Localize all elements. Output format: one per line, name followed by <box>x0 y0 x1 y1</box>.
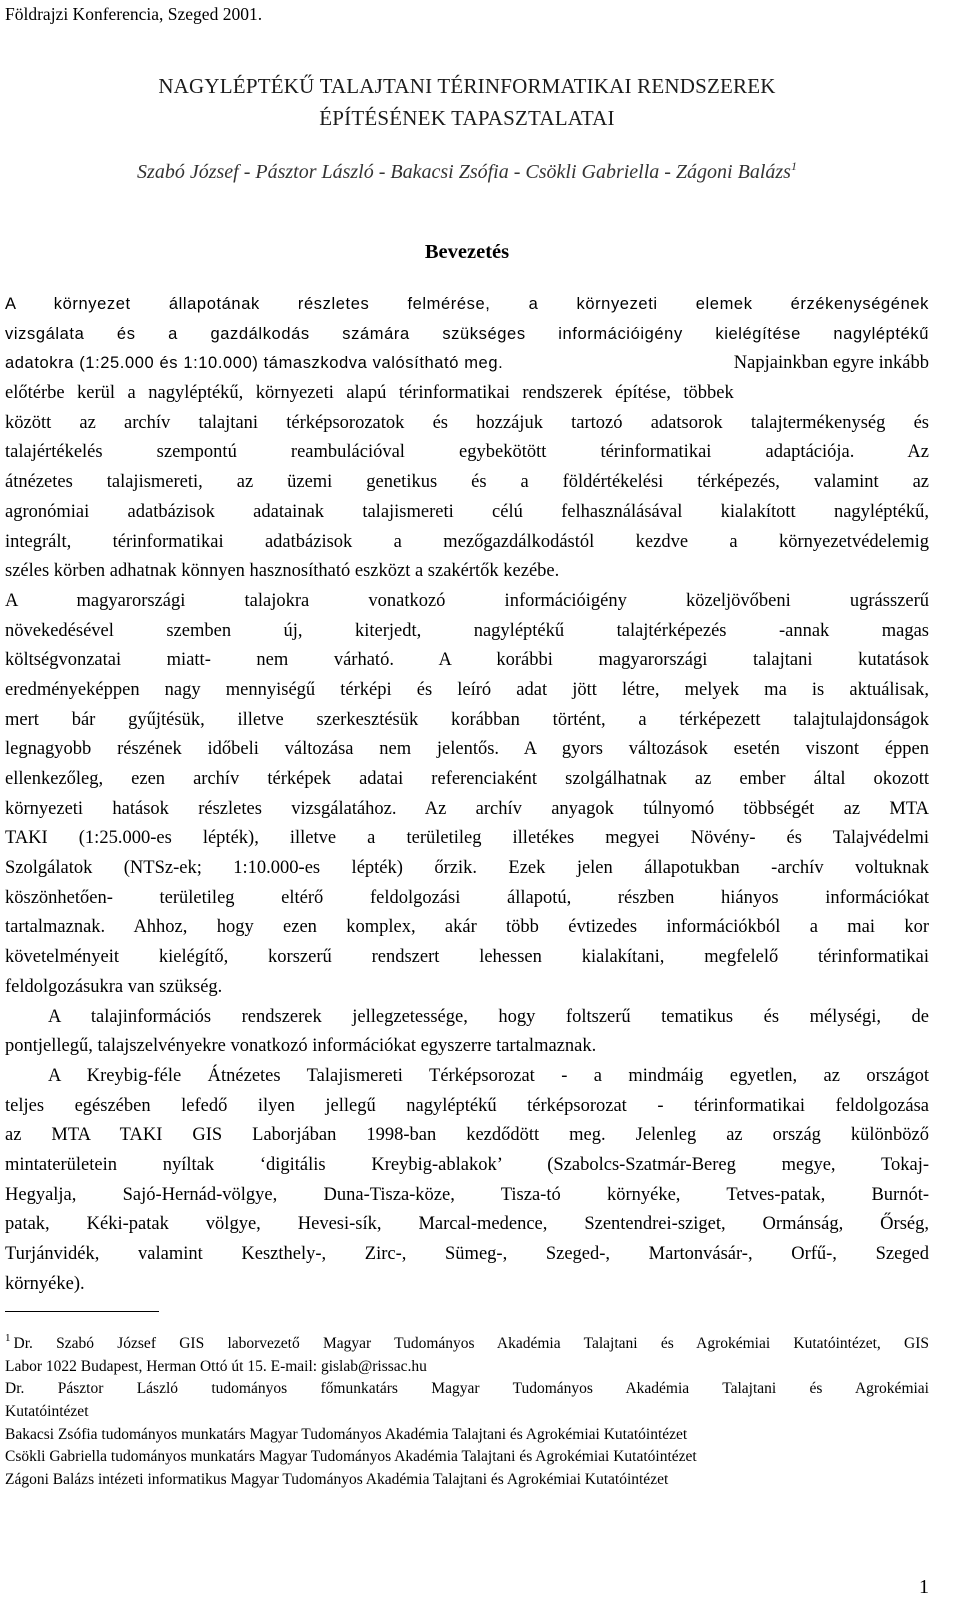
footnotes <box>5 1333 929 1492</box>
body-line: mert bár gyűjtésük, illetve szerkesztésük korábban történt, a térképezett talajtulajdonságok <box>5 709 929 730</box>
body-line: A magyarországi talajokra vonatkozó információigény közeljövőbeni ugrásszerű <box>5 590 929 611</box>
author-footnote-mark: 1 <box>790 159 797 173</box>
body-line: Szolgálatok (NTSz-ek; 1:10.000-es lépték) őrzik. Ezek jelen állapotukban -archív voltuknak <box>5 858 929 879</box>
conference-header: Földrajzi Konferencia, Szeged 2001. <box>5 4 263 24</box>
body-line: patak, Kéki-patak völgye, Hevesi-sík, Marcal-medence, Szentendrei-sziget, Ormánság, Őrség, <box>5 1214 929 1235</box>
body-line: átnézetes talajismereti, az üzemi genetikus és a földértékelési térképezés, valamint az <box>5 472 929 493</box>
footnote-line: Zágoni Balázs intézeti informatikus Magyar Tudományos Akadémia Talajtani és Agrokémiai Kutatóintézet <box>5 1471 669 1489</box>
title-line-1: NAGYLÉPTÉKŰ TALAJTANI TÉRINFORMATIKAI RENDSZEREK <box>158 74 776 98</box>
body-line: eredményeképpen nagy mennyiségű térképi és leíró adat jött létre, melyek ma is aktuálisak, <box>5 679 929 700</box>
body-line: A Kreybig-féle Átnézetes Talajismereti Térképsorozat - a mindmáig egyetlen, az országot <box>48 1065 929 1086</box>
footnote-separator <box>5 1311 159 1312</box>
body-line: Hegyalja, Sajó-Hernád-völgye, Duna-Tisza-köze, Tisza-tó környéke, Tetves-patak, Burnót- <box>5 1184 929 1205</box>
body-line: feldolgozásukra van szükség. <box>5 976 223 997</box>
body-line: talajértékelés szempontú reambulációval egybekötött térinformatikai adaptációja. Az <box>5 442 929 463</box>
author-names: Szabó József - Pásztor László - Bakacsi Zsófia - Csökli Gabriella - Zágoni Balázs <box>137 161 791 183</box>
body-line: integrált, térinformatikai adatbázisok a mezőgazdálkodástól kezdve a környezetvédelemig <box>5 531 929 552</box>
body-line: ellenkezőleg, ezen archív térképek adatai referenciaként szolgálhatnak az ember által okozott <box>5 769 929 789</box>
body-line: környéke). <box>5 1273 85 1294</box>
body-text <box>5 290 929 1299</box>
footnote-line: Labor 1022 Budapest, Herman Ottó út 15. E-mail: gislab@rissac.hu <box>5 1357 427 1375</box>
body-line: köszönhetően- területileg eltérő feldolgozási állapotú, részben hiányos információkat <box>5 887 929 908</box>
body-line: tartalmaznak. Ahhoz, hogy ezen komplex, akár több évtizedes információkból a mai kor <box>5 917 929 938</box>
body-line: az MTA TAKI GIS Laborjában 1998-ban kezdődött meg. Jelenleg az ország különböző <box>5 1125 929 1146</box>
body-line-sans-part: adatokra (1:25.000 és 1:10.000) támaszkodva valósítható meg. <box>5 354 504 373</box>
author-list <box>5 158 929 186</box>
footnote-line <box>5 1333 929 1356</box>
body-line: költségvonzatai miatt- nem várható. A korábbi magyarországi talajtani kutatások <box>5 650 929 671</box>
body-line: környezeti hatások részletes vizsgálatához. Az archív anyagok túlnyomó többségét az MTA <box>5 798 929 819</box>
footnote-line: Csökli Gabriella tudományos munkatárs Magyar Tudományos Akadémia Talajtani és Agrokémiai Kutatóintézet <box>5 1448 697 1466</box>
body-line: előtérbe kerül a nagyléptékű, környezeti alapú térinformatikai rendszerek építése, többek <box>5 383 734 404</box>
body-line-serif-part: Napjainkban egyre inkább <box>733 353 929 374</box>
paper-title <box>5 70 929 134</box>
body-line <box>5 349 929 379</box>
footnote-line: Kutatóintézet <box>5 1403 89 1421</box>
footnote-line: Bakacsi Zsófia tudományos munkatárs Magyar Tudományos Akadémia Talajtani és Agrokémiai Kutatóintézet <box>5 1425 688 1443</box>
section-heading: Bevezetés <box>424 241 510 263</box>
body-line: pontjellegű, talajszelvényekre vonatkozó információkat egyszerre tartalmaznak. <box>5 1036 597 1057</box>
body-line: követelményeit kielégítő, korszerű rendszert lehessen kialakítani, megfelelő térinformatikai <box>5 947 929 968</box>
body-line: mintaterületein nyíltak ‘digitális Kreybig-ablakok’ (Szabolcs-Szatmár-Bereg megye, Tokaj- <box>5 1154 929 1175</box>
body-line: Turjánvidék, valamint Keszthely-, Zirc-, Sümeg-, Szeged-, Martonvásár-, Orfű-, Szeged <box>5 1244 929 1264</box>
body-line: A talajinformációs rendszerek jellegzetessége, hogy foltszerű tematikus és mélységi, de <box>48 1006 929 1027</box>
footnote-mark: 1 <box>5 1332 11 1344</box>
body-line: növekedésével szemben új, kiterjedt, nagyléptékű talajtérképezés -annak magas <box>5 620 929 641</box>
body-line: agronómiai adatbázisok adatainak talajismereti célú felhasználásával kialakított nagyléptékű, <box>5 501 929 522</box>
title-line-2: ÉPÍTÉSÉNEK TAPASZTALATAI <box>319 106 615 130</box>
body-line: TAKI (1:25.000-es lépték), illetve a területileg illetékes megyei Növény- és Talajvédelmi <box>5 828 929 849</box>
body-line: A környezet állapotának részletes felmérése, a környezeti elemek érzékenységének <box>5 295 929 313</box>
body-line: legnagyobb részének időbeli változása nem jelentős. A gyors változások esetén viszont éppen <box>5 739 929 760</box>
body-line: teljes egészében lefedő ilyen jellegű nagyléptékű térképsorozat - térinformatikai feldolgozása <box>5 1095 929 1116</box>
body-line: széles körben adhatnak könnyen hasznosítható eszközt a szakértők kezébe. <box>5 561 560 582</box>
body-line: vizsgálata és a gazdálkodás számára szükséges információigény kielégítése nagyléptékű <box>5 324 929 343</box>
footnote-line: Dr. Pásztor László tudományos főmunkatárs Magyar Tudományos Akadémia Talajtani és Agrokémiai <box>5 1380 929 1398</box>
footnote-text: Dr. Szabó József GIS laborvezető Magyar Tudományos Akadémia Talajtani és Agrokémiai Kutatóintézet, GIS <box>13 1335 929 1352</box>
body-line: között az archív talajtani térképsorozatok és hozzájuk tartozó adatsorok talajtermékenység és <box>5 412 929 433</box>
page-number: 1 <box>919 1576 929 1598</box>
